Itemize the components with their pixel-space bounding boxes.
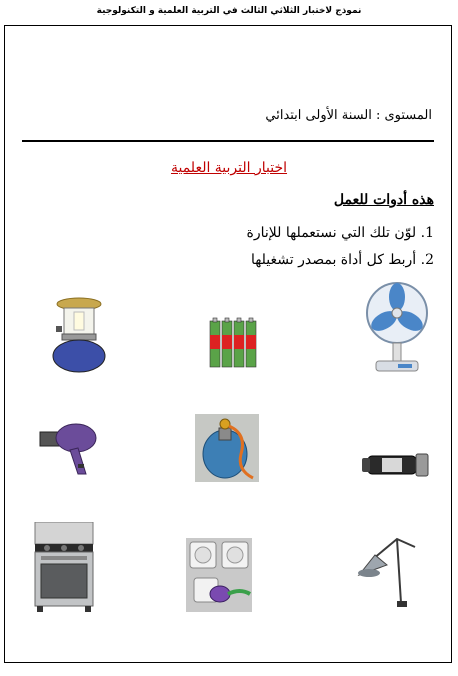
page-title: نموذج لاختبار الثلاثي الثالث في التربية العلمية و التكنولوجية: [96, 6, 362, 16]
instruction-1: 1. لوّن تلك التي نستعملها للإنارة: [246, 225, 434, 241]
exam-title: اختبار التربية العلمية: [170, 160, 288, 176]
batteries-image: [208, 315, 258, 369]
level-label: المستوى : السنة الأولى ابتدائي: [265, 108, 432, 123]
gas-bottle-image: [195, 414, 259, 482]
flashlight-image: [362, 448, 430, 482]
header-divider: [22, 140, 434, 142]
tools-heading: هذه أدوات للعمل: [333, 192, 434, 208]
electric-fan-image: [362, 281, 432, 373]
desk-lamp-image: [357, 533, 419, 607]
hair-dryer-image: [38, 420, 100, 476]
gas-lantern-image: [48, 296, 110, 374]
instruction-2: 2. أربط كل أداة بمصدر تشغيلها: [250, 252, 434, 268]
wall-socket-plug-image: [186, 538, 252, 612]
gas-cooker-image: [33, 522, 95, 612]
